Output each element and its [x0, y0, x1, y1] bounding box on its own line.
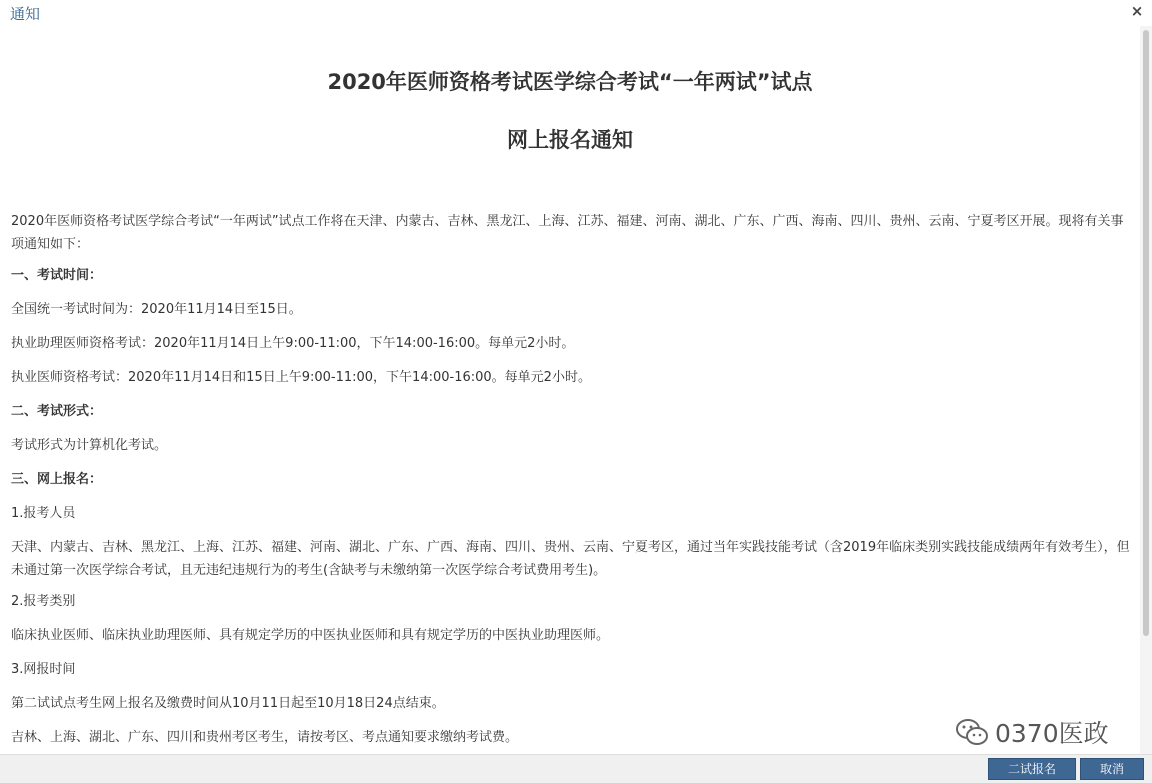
subheading-categories: 2.报考类别: [11, 594, 76, 609]
paragraph-physician-exam-time: 执业医师资格考试：2020年11月14日和15日上午9:00-11:00，下午14:00-16:00。每单元2小时。: [11, 370, 591, 385]
dialog-title: 通知: [10, 5, 41, 23]
cancel-button[interactable]: 取消: [1080, 758, 1144, 780]
notice-title: 2020年医师资格考试医学综合考试“一年两试”试点: [327, 70, 813, 94]
second-exam-register-button[interactable]: 二试报名: [988, 758, 1076, 780]
section-heading-exam-form: 二、考试形式：: [11, 404, 103, 419]
scrollbar-thumb[interactable]: [1143, 30, 1149, 636]
subheading-registration-time: 3.网报时间: [11, 662, 76, 677]
paragraph-national-exam-time: 全国统一考试时间为：2020年11月14日至15日。: [11, 302, 302, 317]
close-button[interactable]: ×: [1130, 2, 1144, 20]
section-heading-exam-time: 一、考试时间：: [11, 268, 103, 283]
dialog-footer: [0, 754, 1152, 783]
paragraph-applicants: 天津、内蒙古、吉林、黑龙江、上海、江苏、福建、河南、湖北、广东、广西、海南、四川、贵州、云南、宁夏考区，通过当年实践技能考试（含2019年临床类别实践技能成绩两年有效考生），但未通过第一次医学综合考试，且无违纪违规行为的考生(含缺考与未缴纳第一次医学综合考试费用考生)。: [11, 540, 1130, 578]
notice-content: [0, 26, 1140, 754]
dialog-header: [0, 0, 1152, 26]
paragraph-registration-time: 第二试试点考生网上报名及缴费时间从10月11日起至10月18日24点结束。: [11, 696, 445, 711]
paragraph-exam-form: 考试形式为计算机化考试。: [11, 438, 168, 453]
watermark: [955, 714, 1109, 750]
subheading-applicants: 1.报考人员: [11, 506, 76, 521]
notice-subtitle: 网上报名通知: [507, 128, 633, 152]
section-heading-online-registration: 三、网上报名：: [11, 472, 103, 487]
intro-paragraph: 2020年医师资格考试医学综合考试“一年两试”试点工作将在天津、内蒙古、吉林、黑龙江、上海、江苏、福建、河南、湖北、广东、广西、海南、四川、贵州、云南、宁夏考区开展。现将有关事项通知如下：: [11, 214, 1124, 252]
paragraph-assistant-exam-time: 执业助理医师资格考试：2020年11月14日上午9:00-11:00，下午14:00-16:00。每单元2小时。: [11, 336, 575, 351]
paragraph-categories: 临床执业医师、临床执业助理医师、具有规定学历的中医执业医师和具有规定学历的中医执业助理医师。: [11, 628, 610, 643]
watermark-text: 0370医政: [995, 719, 1109, 748]
wechat-icon: [955, 718, 989, 746]
vertical-scrollbar[interactable]: [1140, 26, 1152, 754]
paragraph-payment-note: 吉林、上海、湖北、广东、四川和贵州考区考生，请按考区、考点通知要求缴纳考试费。: [11, 730, 519, 745]
